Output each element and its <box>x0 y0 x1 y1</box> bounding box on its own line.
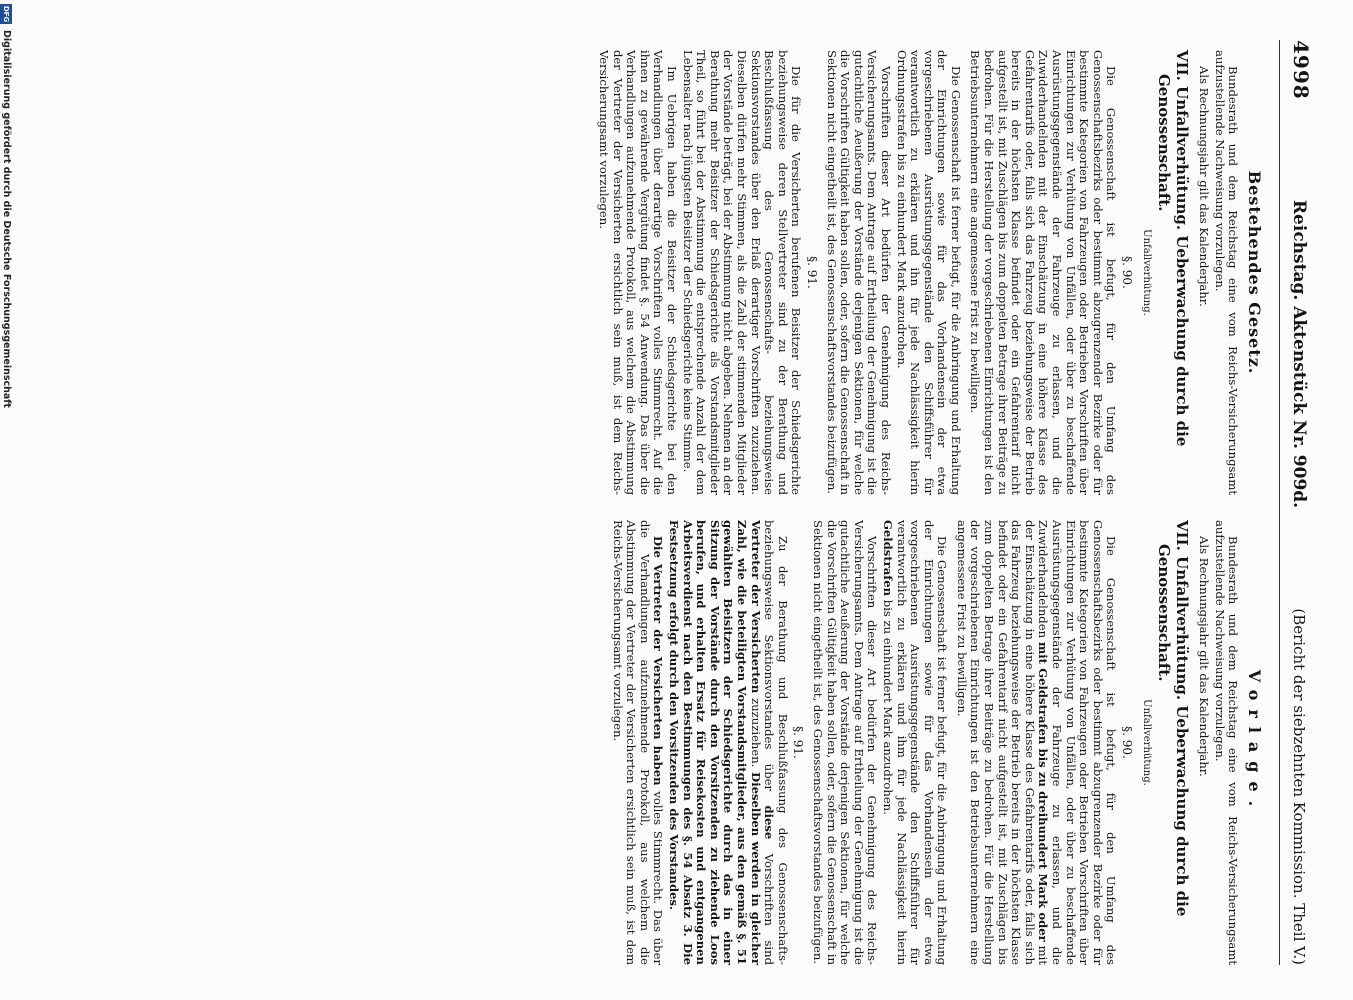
section-subheading: Unfallverhütung. <box>1140 699 1152 786</box>
paragraph-90-text <box>954 520 1117 965</box>
amended-text: Die Vertreter der Versicherten haben <box>651 536 666 786</box>
text-run: mit der Einschätzung in eine höhere Klasse des Gefahrentarifs oder, falls sich das Fahrzeug beziehungsweise der Betrieb bereits in der höchsten Klasse befindet oder ein Gefahrentarif nicht aufgestellt ist, mit Zuschlägen bis zum doppelten Betrage ihrer Beiträge zu bedrohen. Für die Herstellung der vorgeschriebenen Einrichtungen ist den Betriebsunternehmern eine angemessene Frist zu bewilligen. <box>954 520 1051 966</box>
paragraph-90-text: Die Genossenschaft ist befugt, für den Umfang des Genossenschaftsbezirks oder bestimmt abzugrenzender Bezirke oder für bestimmte Kategorien von Fahrzeugen oder Betrieben Vorschriften über Einrichtungen zur Verhütung von Unfällen, oder über zu beschaffende Ausrüstungsgegenstände der Fahrzeuge zu erlassen, und die Zuwiderhandelnden mit der Einschätzung in eine höhere Klasse des Gefahrentarifs oder, falls sich das Fahrzeug beziehungsweise der Betrieb bereits in der höchsten Klasse befindet oder ein Gefahrentarif nicht aufgestellt ist, mit Zuschlägen bis zum doppelten Betrage ihrer Beiträge zu bedrohen. Für die Herstellung der vorgeschriebenen Einrichtungen ist den Betriebsunternehmern eine angemessene Frist zu bewilligen. <box>968 50 1119 495</box>
section-subheading: Unfallverhütung. <box>1140 229 1152 316</box>
column-existing-law <box>594 50 1264 495</box>
document-subtitle: (Bericht der siebzehnten Kommission. Theil V.) <box>1290 608 1308 965</box>
intro-paragraph-2: Als Rechnungsjahr gilt das Kalenderjahr. <box>1197 66 1212 307</box>
section-heading-line-1: VII. Unfallverhütung. Ueberwachung durch die <box>1172 520 1191 917</box>
intro-paragraph: Bundesrath und dem Reichstag eine vom Reichs-Versicherungsamt aufzustellende Nachweisung vorzulegen. <box>1212 520 1241 965</box>
paragraph-mark-91: §. 91. <box>804 256 819 289</box>
section-heading <box>1155 520 1191 965</box>
text-run: Zu der Berathung und Beschlußfassung des Genossenschafts- beziehungsweise Sektionsvorstandes über <box>762 520 790 965</box>
amended-text: mit Geldstrafen bis zu dreihundert Mark oder <box>1036 641 1051 942</box>
paragraph-91-text <box>666 520 788 965</box>
dfg-logo-icon: DFG <box>2 5 11 23</box>
column-heading: Vorlage. <box>1245 669 1264 816</box>
amended-text: Dieselben werden in gleicher Zahl, wie die beteiligten Vorstandsmitglieder, aus den gemäß §. 51 gewählten Beisitzern der Schiedsgerichte durch das in einer Sitzung der Vorstände durch den Vorsitzenden zu ziehende Loos berufen, und erhalten Ersatz für Reisekosten und entgangenen Arbeitsverdienst nach den Bestimmungen des §. 54 Absatz 3. Die Festsetzung erfolgt durch den Vorsitzenden des Vorstandes. <box>667 520 763 965</box>
paragraph-91-text: Die für die Versicherten berufenen Beisitzer der Schiedsgerichte beziehungsweise deren Stellvertreter sind zu der Berathung und Beschlußfassung des Genossenschafts- beziehungsweise Sektionsvorstandes über den Erlaß derartiger Vorschriften zuzuziehen. Dieselben dürfen mehr Stimmen, als die Zahl der stimmenden Mitglieder der Vorstände beträgt, bei der Abstimmung nicht abgeben. Nehmen an der Berathung mehr Beisitzer der Schiedsgerichte als Vorstandsmitglieder Theil, so führt bei der Abstimmung die entsprechende Anzahl der dem Lebensalter nach jüngsten Beisitzer der Schiedsgerichte keine Stimme. <box>680 50 804 495</box>
text-run: zuzuziehen. <box>748 698 763 768</box>
amended-text: Vertreter der Versicherten <box>748 520 763 694</box>
amended-text: Geldstrafen <box>880 520 895 597</box>
text-run: volles Stimmrecht. Das über die Verhandlungen aufzunehmende Protokoll, aus welchem die Abstimmung der Vertreter der Versicherten ersichtlich sein muß, ist dem Reichs-Versicherungsamt vorzulegen. <box>610 520 666 965</box>
column-heading: Bestehendes Gesetz. <box>1245 170 1264 375</box>
section-heading-line-1: VII. Unfallverhütung. Ueberwachung durch die <box>1172 50 1191 447</box>
intro-paragraph: Bundesrath und dem Reichstag eine vom Reichs-Versicherungsamt aufzustellende Nachweisung vorzulegen. <box>1212 50 1241 495</box>
text-run: Die Genossenschaft ist befugt, für den Umfang des Genossenschaftsbezirks oder bestimmt abzugrenzender Bezirke oder für bestimmte Kategorien von Fahrzeugen oder Betrieben Vorschriften über Einrichtungen zur Verhütung von Unfällen, oder über zu beschaffende Ausrüstungsgegenstände der Fahrzeuge zu erlassen, und die Zuwiderhandelnden <box>1036 520 1119 965</box>
paragraph-mark-90: §. 90. <box>1120 256 1135 289</box>
text-run: Vorschriften sind <box>762 853 777 965</box>
column-proposal <box>608 520 1264 966</box>
paragraph-90-text-3: Vorschriften dieser Art bedürfen der Genehmigung des Reichs-Versicherungsamts. Dem Antrage auf Ertheilung der Genehmigung ist die gutachtliche Aeußerung der Vorstände derjenigen Sektionen, für welche die Vorschriften Gültigkeit haben sollen, oder, sofern die Genossenschaft in Sektionen nicht eingetheilt ist, des Genossenschaftsvorstandes beizufügen. <box>810 520 880 965</box>
text-run: Die Genossenschaft ist ferner befugt, für die Anbringung und Erhaltung der Einrichtungen sowie für das Vorhandensein der etwa vorgeschriebenen Ausrüstungsgegenstände den Schiffsführer für verantwortlich zu erklären und ihm für jede Nachlässigkeit hierin <box>894 520 950 965</box>
section-heading-line-2: Genossenschaft. <box>1154 544 1173 682</box>
section-heading <box>1155 50 1191 495</box>
amended-text: diese <box>762 805 777 840</box>
paragraph-mark-90: §. 90. <box>1120 726 1135 759</box>
paragraph-90-text-3: Vorschriften dieser Art bedürfen der Genehmigung des Reichs-Versicherungsamts. Dem Antrage auf Ertheilung der Genehmigung ist die gutachtliche Aeußerung der Vorstände derjenigen Sektionen, für welche die Vorschriften Gültigkeit haben sollen, oder, sofern die Genossenschaft in Sektionen nicht eingetheilt ist, des Genossenschaftsvorstandes beizufügen. <box>824 50 893 495</box>
document-title: Reichstag. Aktenstück Nr. 909d. <box>1289 199 1309 509</box>
section-heading-line-2: Genossenschaft. <box>1154 74 1173 212</box>
paragraph-91-text-2: Im Uebrigen haben die Beisitzer der Schiedsgerichte bei den Verhandlungen über derartige Vorschriften volles Stimmrecht. Auf die ihnen zu gewährende Vergütung findet §. 54 Anwendung. Das über die Verhandlungen aufzunehmende Protokoll, aus welchem die Abstimmung der Vertreter der Versicherten ersichtlich sein muß, ist dem Reichs-Versicherungsamt vorzulegen. <box>597 50 680 495</box>
paragraph-90-text-2: Die Genossenschaft ist ferner befugt, für die Anbringung und Erhaltung der Einrichtungen sowie für das Vorhandensein der etwa vorgeschriebenen Ausrüstungsgegenstände den Schiffsführer für verantwortlich zu erklären und ihn für jede Nachlässigkeit hierin Ordnungsstrafen bis zu einhundert Mark anzudrohen. <box>894 50 963 495</box>
text-run: bis zu einhundert Mark anzudrohen. <box>880 599 895 815</box>
paragraph-mark-91: §. 91. <box>791 726 806 759</box>
digitization-credit <box>0 0 13 1000</box>
page-number: 4998 <box>1289 40 1313 100</box>
intro-paragraph-2: Als Rechnungsjahr gilt das Kalenderjahr. <box>1197 536 1212 777</box>
paragraph-91-text-2 <box>610 520 664 965</box>
running-header <box>1279 40 1313 965</box>
paragraph-90-text-2 <box>880 520 948 965</box>
digitization-credit-text: Digitalisierung gefördert durch die Deutsche Forschungsgemeinschaft <box>1 30 12 408</box>
